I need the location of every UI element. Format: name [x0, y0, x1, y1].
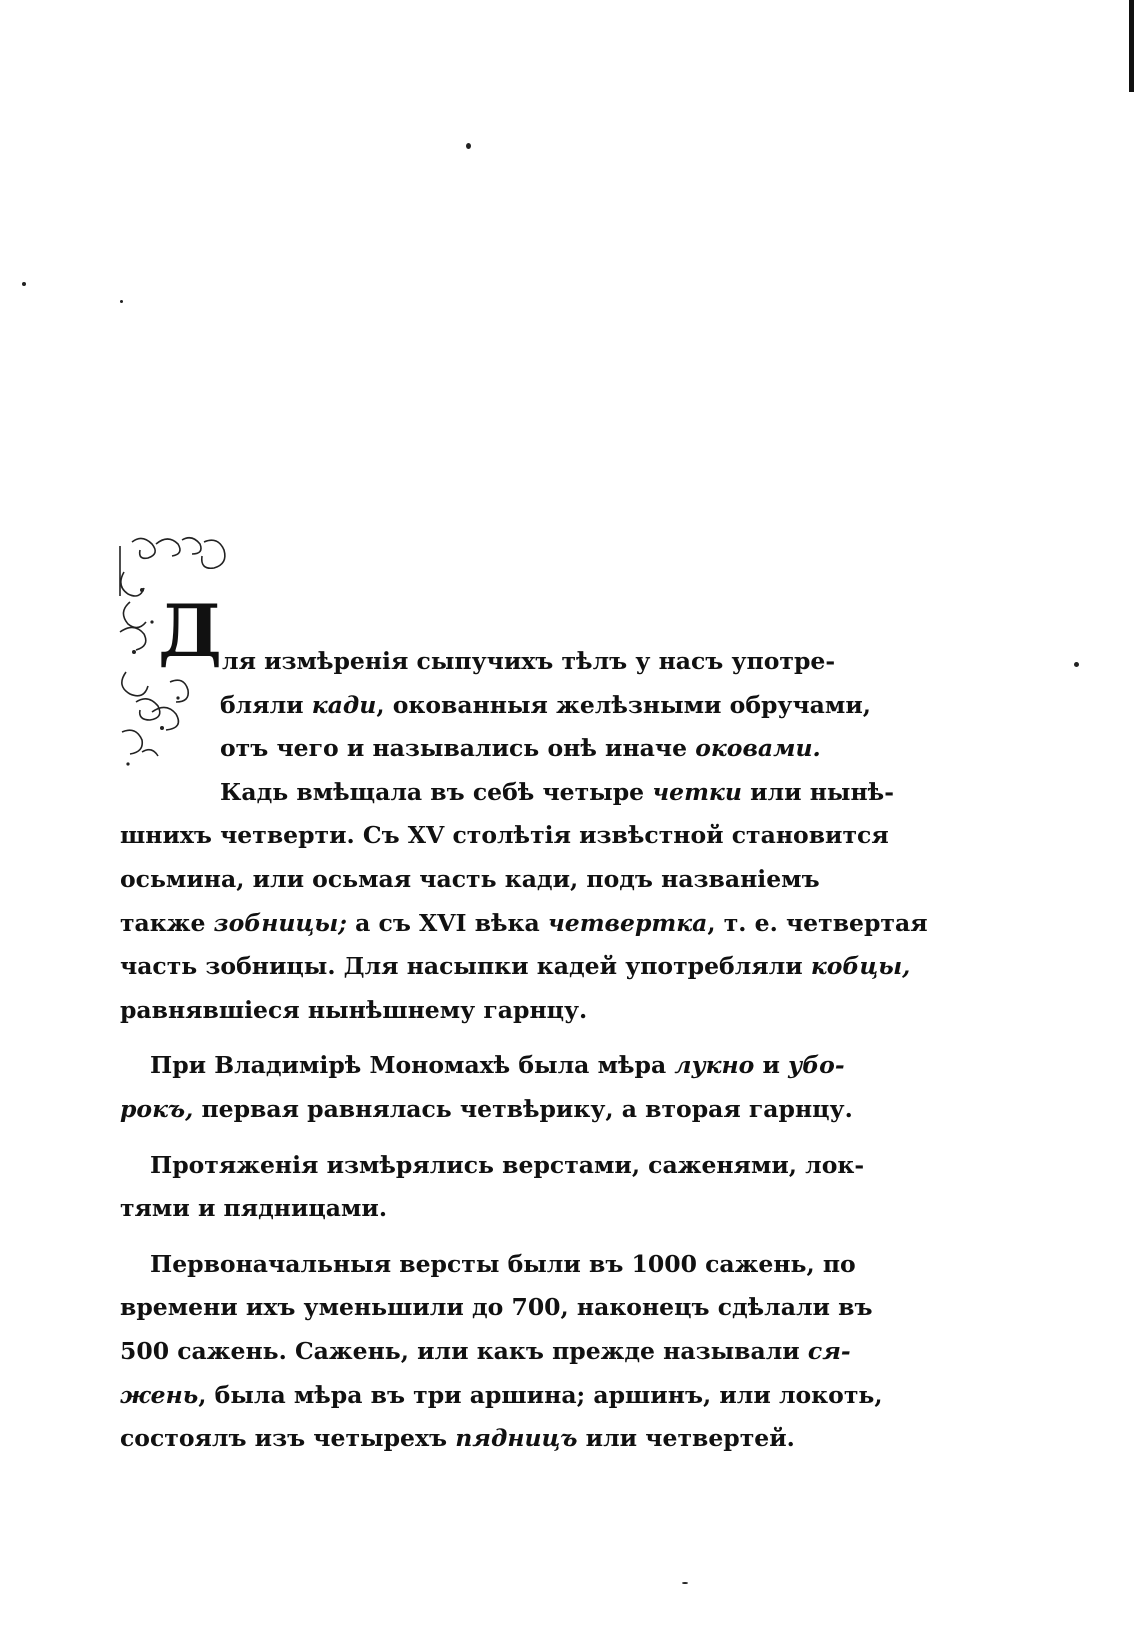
text-line: осьмина, или осьмая часть кади, подъ названіемъ: [120, 864, 820, 893]
text-line: Первоначальныя версты были въ 1000 сажень, по: [150, 1249, 856, 1278]
text-line: При Владимірѣ Мономахѣ была мѣра лукно и убо-: [150, 1051, 845, 1080]
text-line: часть зобницы. Для насыпки кадей употребляли кобцы,: [120, 952, 911, 981]
scan-speck: [466, 143, 471, 149]
text-line: ля измѣренія сыпучихъ тѣлъ у насъ употре-: [222, 647, 836, 675]
text-line: рокъ, первая равнялась четвѣрику, а вторая гарнцу.: [120, 1094, 853, 1123]
initial-letter: Д: [158, 588, 223, 673]
text-line: отъ чего и назывались онѣ иначе оковами.: [220, 734, 821, 763]
text-line: бляли кади, окованныя желѣзными обручами,: [220, 690, 871, 719]
text-line: шнихъ четверти. Съ XV столѣтія извѣстной становится: [120, 821, 889, 850]
paragraph: [120, 640, 928, 1032]
paragraph: [120, 1044, 853, 1131]
text-line: времени ихъ уменьшили до 700, наконецъ сдѣлали въ: [120, 1293, 873, 1322]
scan-speck: [1074, 662, 1079, 667]
text-line: 500 сажень. Сажень, или какъ прежде называли ся-: [120, 1336, 851, 1365]
text-line: состоялъ изъ четырехъ пядницъ или четвертей.: [120, 1424, 795, 1453]
paragraph: [120, 1243, 883, 1461]
text-line: равнявшіеся нынѣшнему гарнцу.: [120, 995, 588, 1024]
paragraph: [120, 1144, 865, 1231]
text-line: жень, была мѣра въ три аршина; аршинъ, или локоть,: [120, 1380, 883, 1409]
text-line: Протяженія измѣрялись верстами, саженями, лок-: [150, 1150, 865, 1179]
scan-edge-mark: [1129, 0, 1134, 92]
scan-speck: [120, 300, 123, 303]
text-line: тями и пядницами.: [120, 1194, 388, 1223]
text-line: Кадь вмѣщала въ себѣ четыре четки или нынѣ-: [220, 777, 894, 806]
scan-speck: [682, 1582, 688, 1584]
page-body: [120, 640, 928, 1461]
scan-speck: [22, 282, 26, 286]
text-line: также зобницы; а съ XVI вѣка четвертка, т. е. четвертая: [120, 908, 928, 937]
